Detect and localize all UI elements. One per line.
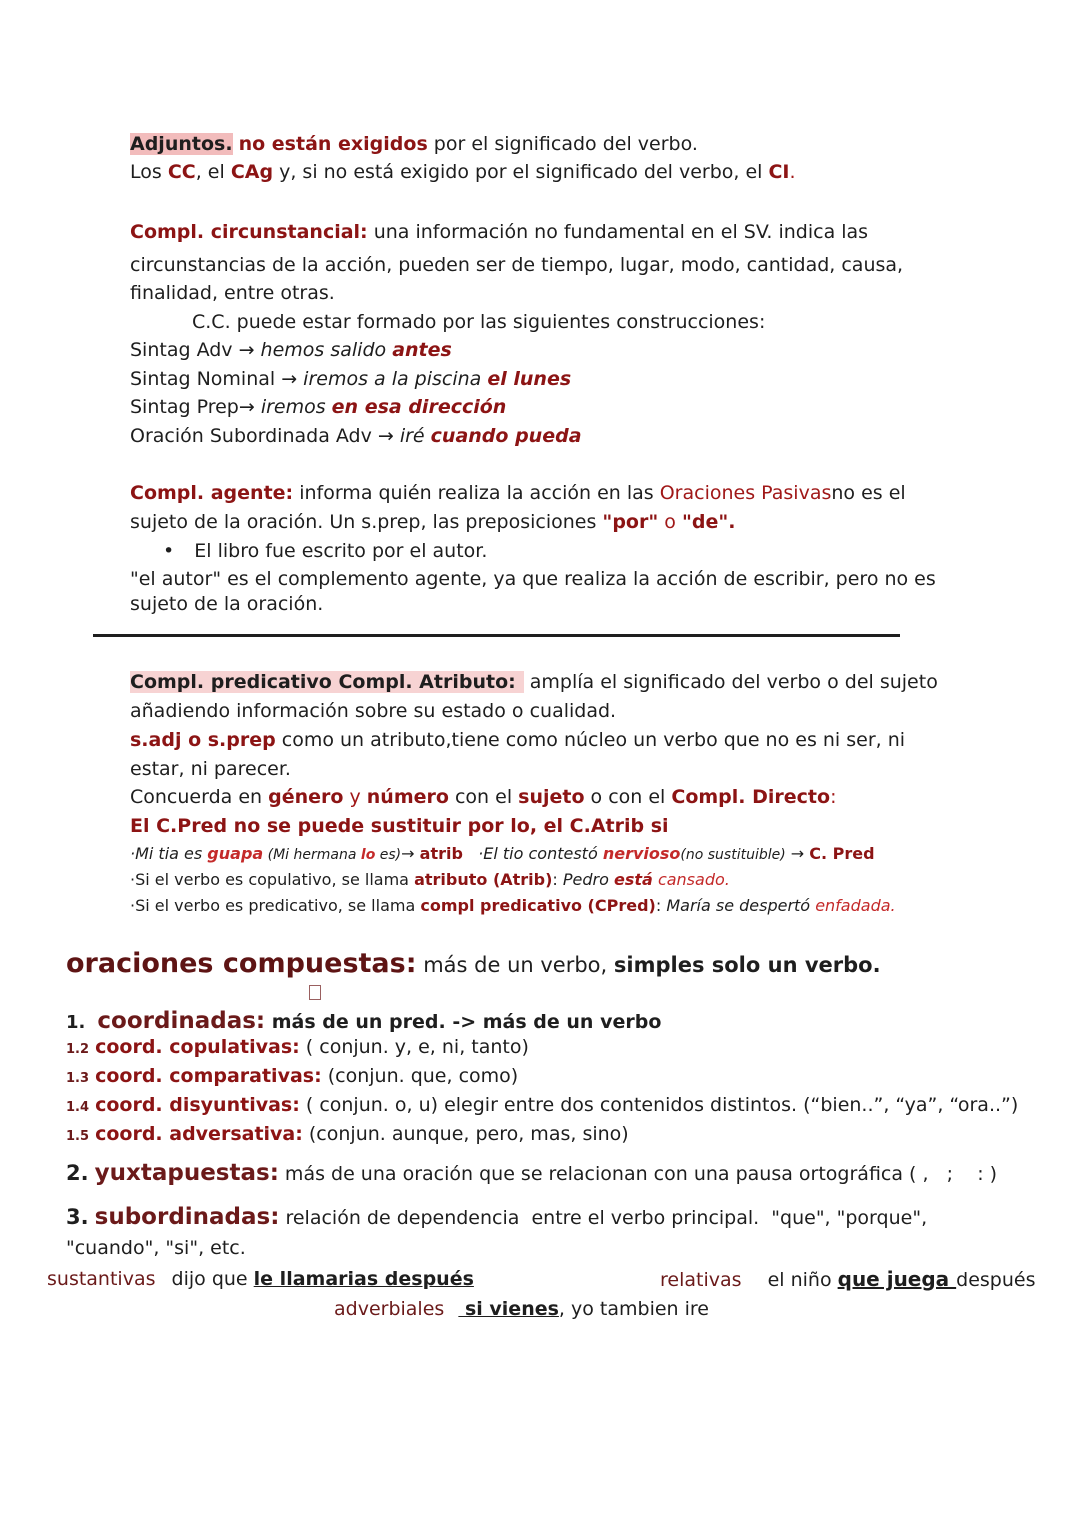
term-atrib: atrib xyxy=(419,844,463,863)
adverbiales-label: adverbiales xyxy=(334,1298,445,1320)
term-atributo: atributo (Atrib) xyxy=(414,870,553,889)
circunstancial-line-3: finalidad, entre otras. xyxy=(130,282,335,304)
predicativo-label: Compl. predicativo Compl. Atributo: xyxy=(130,671,524,693)
item-number: 1.4 xyxy=(66,1100,90,1115)
text: (no sustituible) xyxy=(680,847,786,863)
adjuntos-line xyxy=(130,131,698,157)
circunstancial-intro: C.C. puede estar formado por las siguientes construcciones: xyxy=(192,311,766,333)
subordinadas-heading xyxy=(66,1202,927,1233)
sustantivas-label: sustantivas xyxy=(47,1268,156,1290)
circunstancial-label: Compl. circunstancial: xyxy=(130,221,368,243)
subordinadas-desc-2: "cuando", "si", etc. xyxy=(66,1237,246,1259)
coord-item-comparativas xyxy=(66,1063,518,1092)
bullet-icon: • xyxy=(163,540,175,562)
term-directo: Compl. Directo xyxy=(671,786,831,808)
cc-example: iré xyxy=(399,425,431,447)
text: una información no fundamental en el SV. indica las xyxy=(367,221,869,243)
cc-item-adv xyxy=(130,337,452,363)
text: o con el xyxy=(584,786,672,808)
text: relación de dependencia entre el verbo principal. "que", "porque", xyxy=(279,1207,928,1229)
agente-expl-1: "el autor" es el complemento agente, ya que realiza la acción de escribir, pero no es xyxy=(130,568,936,590)
adjuntos-label: Adjuntos. xyxy=(130,133,233,155)
cc-key: el lunes xyxy=(487,368,572,390)
term-sadj: s.adj o s.prep xyxy=(130,729,276,751)
item-number: 1.5 xyxy=(66,1129,90,1144)
cc-item-prep xyxy=(130,394,506,420)
item-name: coord. disyuntivas: xyxy=(95,1094,300,1116)
adjuntos-line-2 xyxy=(130,159,796,185)
text: informa quién realiza la acción en las xyxy=(293,482,660,504)
yuxtapuestas-title: yuxtapuestas: xyxy=(94,1160,279,1186)
text: (Mi hermana xyxy=(263,847,361,863)
term-nervioso: nervioso xyxy=(602,844,681,863)
adjuntos-highlight: no están exigidos xyxy=(238,133,428,155)
missing-glyph-icon xyxy=(309,985,321,1000)
sub-sustantivas xyxy=(47,1266,474,1292)
predicativo-line-1 xyxy=(130,669,938,695)
text: es) xyxy=(375,847,402,863)
term-cc: CC xyxy=(167,161,196,183)
text: después xyxy=(956,1269,1036,1291)
agente-expl-2: sujeto de la oración. xyxy=(130,593,324,615)
agente-line-1 xyxy=(130,480,906,506)
coord-item-copulativas xyxy=(66,1034,529,1063)
predicativo-line-3 xyxy=(130,727,905,753)
arrow: → xyxy=(232,339,261,361)
text: amplía el significado del verbo o del sujeto xyxy=(523,671,938,693)
example-key: si vienes xyxy=(458,1298,559,1320)
coordinadas-title: coordinadas: xyxy=(97,1008,266,1034)
predicativo-line-5 xyxy=(130,784,836,810)
section-number: 1. xyxy=(66,1012,86,1033)
item-name: coord. comparativas: xyxy=(95,1065,322,1087)
term-lo: lo xyxy=(360,847,376,863)
cc-type: Oración Subordinada Adv xyxy=(130,425,372,447)
text: más de un pred. -> más de un verbo xyxy=(265,1011,662,1033)
prep-por: "por" xyxy=(602,511,659,533)
cc-item-nominal xyxy=(130,366,571,392)
item-number: 1.2 xyxy=(66,1042,90,1057)
text: Concuerda en xyxy=(130,786,269,808)
sub-relativas xyxy=(660,1266,1035,1293)
text: ·Si el verbo es predicativo, se llama xyxy=(130,896,421,915)
predicativo-line-2: añadiendo información sobre su estado o cualidad. xyxy=(130,700,617,722)
text: : xyxy=(552,870,563,889)
item-desc: (conjun. que, como) xyxy=(321,1065,519,1087)
arrow: → xyxy=(371,425,400,447)
cc-item-subordinada xyxy=(130,423,582,449)
text: simples solo un verbo. xyxy=(613,953,881,977)
section-number: 3. xyxy=(66,1205,89,1229)
predicativo-line-4: estar, ni parecer. xyxy=(130,758,291,780)
text: , el xyxy=(195,161,231,183)
coord-item-disyuntivas xyxy=(66,1092,1018,1121)
text: como un atributo,tiene como núcleo un verbo que no es ni ser, ni xyxy=(275,729,906,751)
subordinadas-title: subordinadas: xyxy=(94,1204,280,1230)
item-desc: ( conjun. o, u) elegir entre dos contenidos distintos. (“bien..”, “ya”, “ora..”) xyxy=(299,1094,1019,1116)
predicativo-example-1 xyxy=(130,841,875,868)
term-cag: CAg xyxy=(230,161,274,183)
prep-de: "de" xyxy=(681,511,729,533)
text: sujeto de la oración. Un s.prep, las preposiciones xyxy=(130,511,603,533)
circunstancial-line-2: circunstancias de la acción, pueden ser de tiempo, lugar, modo, cantidad, causa, xyxy=(130,254,904,276)
text: . xyxy=(728,511,736,533)
cc-type: Sintag Nominal xyxy=(130,368,276,390)
cc-type: Sintag Adv xyxy=(130,339,233,361)
example-text: El libro fue escrito por el autor. xyxy=(194,540,488,562)
agente-example xyxy=(163,538,487,564)
text: , yo tambien ire xyxy=(558,1298,709,1320)
text: : xyxy=(655,896,667,915)
cc-type: Sintag Prep xyxy=(130,396,239,418)
arrow: → xyxy=(238,396,261,418)
term-genero: género xyxy=(268,786,344,808)
cc-example: hemos salido xyxy=(260,339,393,361)
cc-key: cuando pueda xyxy=(430,425,582,447)
item-name: coord. copulativas: xyxy=(95,1036,300,1058)
text: Los xyxy=(130,161,168,183)
term-cpred: compl predicativo (CPred) xyxy=(420,896,656,915)
text: dijo que xyxy=(171,1268,254,1290)
text: ·El tio contestó xyxy=(462,844,603,863)
oraciones-pasivas: Oraciones Pasivas xyxy=(659,482,832,504)
text: más de un verbo, xyxy=(416,953,614,977)
coord-item-adversativa xyxy=(66,1121,629,1150)
item-name: coord. adversativa: xyxy=(95,1123,303,1145)
agente-label: Compl. agente: xyxy=(130,482,294,504)
arrow: → xyxy=(275,368,304,390)
text: con el xyxy=(448,786,519,808)
predicativo-rule: El C.Pred no se puede sustituir por lo, el C.Atrib si xyxy=(130,815,669,837)
term-esta: está xyxy=(614,870,653,889)
term-guapa: guapa xyxy=(207,844,264,863)
example-key: que juega xyxy=(837,1267,957,1291)
arrow: → xyxy=(785,844,810,863)
term-cansado: cansado. xyxy=(657,870,730,889)
term-numero: número xyxy=(366,786,449,808)
text: y, si no está exigido por el significado del verbo, el xyxy=(273,161,769,183)
term-sujeto: sujeto xyxy=(518,786,585,808)
predicativo-example-2 xyxy=(130,867,730,893)
text: : xyxy=(405,948,417,979)
example-key: le llamarias después xyxy=(253,1268,474,1290)
section-number: 2. xyxy=(66,1161,89,1185)
cc-key: antes xyxy=(392,339,452,361)
agente-line-2 xyxy=(130,509,735,535)
item-desc: (conjun. aunque, pero, mas, sino) xyxy=(302,1123,629,1145)
term-cpred: C. Pred xyxy=(809,844,875,863)
adjuntos-rest: por el significado del verbo. xyxy=(427,133,698,155)
text: ·Mi tia es xyxy=(130,844,208,863)
text: más de una oración que se relacionan con una pausa ortográfica ( , ; : ) xyxy=(278,1163,998,1185)
text: ·Si el verbo es copulativo, se llama xyxy=(130,870,415,889)
divider xyxy=(93,634,900,637)
sub-adverbiales xyxy=(334,1296,709,1322)
text: y xyxy=(343,786,367,808)
arrow: → xyxy=(401,844,420,863)
cc-example: iremos xyxy=(260,396,332,418)
text: Pedro xyxy=(562,870,615,889)
term-enfadada: enfadada. xyxy=(815,896,896,915)
text: o xyxy=(658,511,682,533)
cc-key: en esa dirección xyxy=(331,396,507,418)
circunstancial-line-1 xyxy=(130,219,868,245)
text: no es el xyxy=(831,482,906,504)
compuestas-title: oraciones compuestas xyxy=(66,948,406,979)
cc-example: iremos a la piscina xyxy=(303,368,488,390)
relativas-label: relativas xyxy=(660,1269,742,1291)
item-number: 1.3 xyxy=(66,1071,90,1086)
yuxtapuestas-heading xyxy=(66,1158,997,1189)
text: . xyxy=(789,161,796,183)
text: María se despertó xyxy=(666,896,816,915)
text: : xyxy=(830,786,837,808)
item-desc: ( conjun. y, e, ni, tanto) xyxy=(299,1036,529,1058)
predicativo-example-3 xyxy=(130,893,896,919)
text: el niño xyxy=(767,1269,838,1291)
compuestas-heading xyxy=(66,947,881,983)
term-ci: CI xyxy=(768,161,790,183)
